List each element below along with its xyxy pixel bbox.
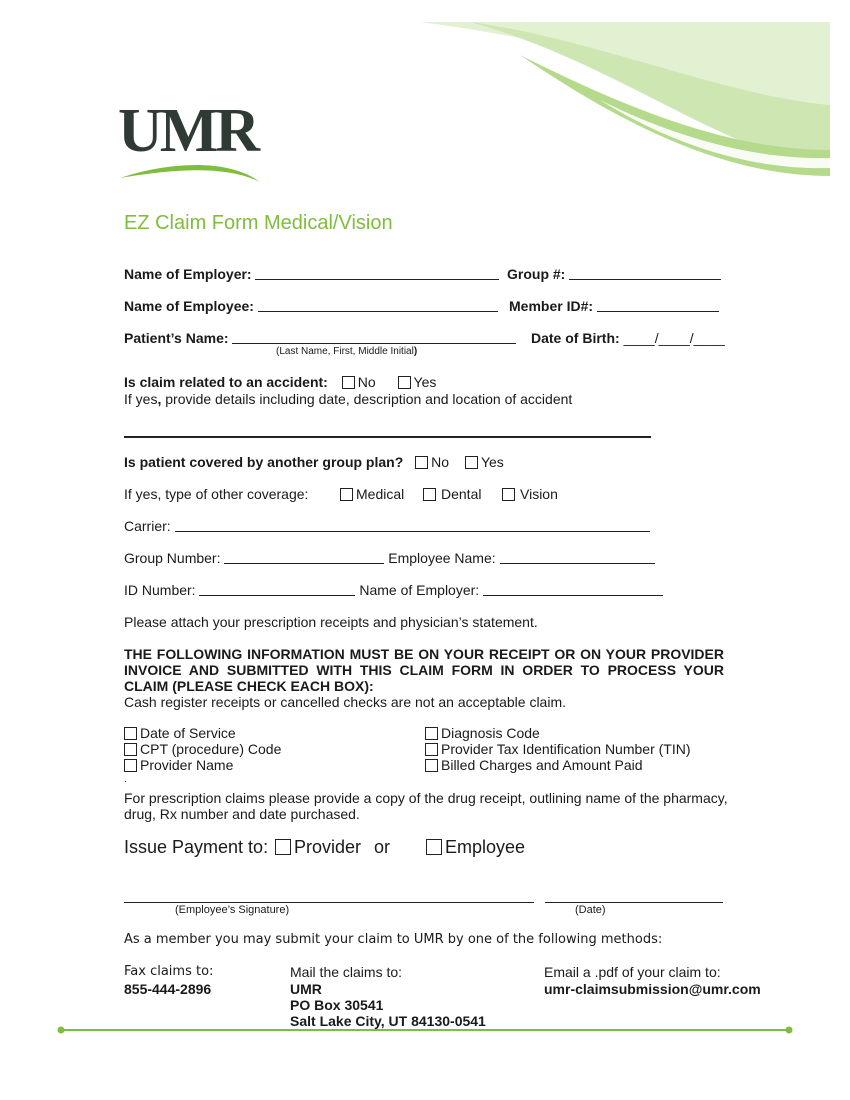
payment-label: Issue Payment to: (124, 837, 269, 857)
mail-label: Mail the claims to: (290, 964, 403, 980)
umr-logo (118, 97, 268, 185)
patient-hint (276, 346, 417, 357)
other-plan-question: Is patient covered by another group plan? (124, 454, 404, 470)
rx-note: For prescription claims please provide a copy of the drug receipt, outlining name of the pharmacy, drug, Rx number and date purchased. (124, 790, 728, 822)
other-plan-yes-label: Yes (480, 454, 504, 470)
fax-label: Fax claims to: (124, 964, 214, 979)
accident-details-note (124, 391, 572, 407)
req-provider-name (124, 757, 281, 773)
accident-row (124, 374, 436, 390)
payment-employee-label: Employee (445, 837, 526, 857)
req-billed-charges (425, 757, 691, 773)
accident-details-line[interactable] (124, 436, 651, 438)
coverage-vision-checkbox[interactable] (502, 488, 515, 501)
payment-provider-label: Provider (294, 837, 362, 857)
member-id-row (509, 298, 719, 314)
coverage-type-label: If yes, type of other coverage: (124, 486, 309, 502)
req-tin (425, 741, 691, 757)
req-billed-charges-label: Billed Charges and Amount Paid (441, 757, 643, 773)
req-date-of-service-checkbox[interactable] (124, 727, 137, 740)
other-employer-field[interactable] (483, 583, 663, 596)
employee-field[interactable] (258, 299, 498, 312)
coverage-medical (340, 486, 404, 502)
accident-details-post: provide details including date, description and location of accident (161, 391, 573, 407)
coverage-medical-checkbox[interactable] (340, 488, 353, 501)
req-tin-checkbox[interactable] (425, 743, 438, 756)
member-id-field[interactable] (597, 299, 719, 312)
id-number-label: ID Number: (124, 582, 196, 598)
other-plan-yes-checkbox[interactable] (465, 456, 478, 469)
coverage-medical-label: Medical (356, 486, 405, 502)
footer-rule (55, 1024, 795, 1036)
req-cpt-code (124, 741, 281, 757)
signature-line[interactable] (124, 902, 534, 903)
req-provider-name-checkbox[interactable] (124, 759, 137, 772)
requirements-note: Cash register receipts or cancelled checks are not an acceptable claim. (124, 694, 566, 710)
req-date-of-service (124, 725, 281, 741)
group-row (507, 266, 721, 282)
patient-field[interactable] (232, 331, 516, 344)
date-line[interactable] (545, 902, 723, 903)
form-title: EZ Claim Form Medical/Vision (124, 212, 393, 234)
group-number-label: Group Number: (124, 550, 221, 566)
employee-name-field[interactable] (500, 551, 655, 564)
coverage-dental-checkbox[interactable] (423, 488, 436, 501)
payment-or: or (374, 837, 391, 857)
req-date-of-service-label: Date of Service (140, 725, 236, 741)
req-billed-charges-checkbox[interactable] (425, 759, 438, 772)
payment-provider (275, 837, 361, 858)
accident-question: Is claim related to an accident: (124, 374, 328, 390)
req-cpt-code-label: CPT (procedure) Code (140, 741, 282, 757)
req-diagnosis-code (425, 725, 691, 741)
patient-row (124, 330, 516, 346)
logo-swoosh-icon (118, 154, 268, 186)
carrier-field[interactable] (175, 519, 650, 532)
id-number-field[interactable] (199, 583, 355, 596)
req-provider-name-label: Provider Name (140, 757, 234, 773)
payment-employee-checkbox[interactable] (426, 839, 442, 855)
patient-hint-text: (Last Name, First, Middle Initial (276, 346, 414, 357)
submit-intro: As a member you may submit your claim to UMR by one of the following methods: (124, 932, 663, 947)
patient-label: Patient’s Name: (124, 330, 229, 346)
date-label: (Date) (575, 904, 606, 916)
employee-label: Name of Employee: (124, 298, 254, 314)
other-employer-label: Name of Employer: (359, 582, 480, 598)
mail-city: Salt Lake City, UT 84130-0541 (290, 1013, 486, 1029)
group-number-field[interactable] (224, 551, 384, 564)
carrier-label: Carrier: (124, 518, 171, 534)
other-plan-row (124, 454, 504, 470)
dob-row (531, 330, 725, 346)
logo-text: UMR (118, 97, 258, 165)
req-cpt-code-checkbox[interactable] (124, 743, 137, 756)
accident-yes-checkbox[interactable] (398, 376, 411, 389)
accident-details-comma: , (157, 391, 162, 407)
accident-no-label: No (357, 374, 376, 390)
group-label: Group #: (507, 266, 566, 282)
email-address[interactable]: umr-claimsubmission@umr.com (544, 981, 761, 997)
payment-provider-checkbox[interactable] (275, 839, 291, 855)
group-field[interactable] (569, 267, 721, 280)
coverage-dental (423, 486, 481, 502)
requirements-right-list (425, 725, 691, 773)
req-diagnosis-code-label: Diagnosis Code (441, 725, 540, 741)
other-plan-no-checkbox[interactable] (415, 456, 428, 469)
fax-number[interactable]: 855-444-2896 (124, 981, 212, 997)
accident-details-pre: If yes (124, 391, 158, 407)
mail-name: UMR (290, 981, 322, 997)
req-tin-label: Provider Tax Identification Number (TIN) (441, 741, 691, 757)
employee-row (124, 298, 498, 314)
payment-employee (426, 837, 525, 858)
dob-field[interactable]: ____/____/____ (623, 330, 725, 346)
mail-address (290, 981, 486, 1029)
employer-label: Name of Employer: (124, 266, 252, 282)
id-number-row (124, 582, 663, 598)
mail-box: PO Box 30541 (290, 997, 384, 1013)
employer-field[interactable] (255, 267, 499, 280)
other-plan-no-label: No (431, 454, 450, 470)
signature-label: (Employee’s Signature) (175, 904, 290, 916)
coverage-vision (502, 486, 558, 502)
email-label: Email a .pdf of your claim to: (544, 964, 721, 980)
rx-dot: . (124, 774, 127, 785)
coverage-dental-label: Dental (441, 486, 482, 502)
req-diagnosis-code-checkbox[interactable] (425, 727, 438, 740)
group-number-row (124, 550, 655, 566)
member-id-label: Member ID#: (509, 298, 594, 314)
requirements-left-list (124, 725, 281, 773)
dob-label: Date of Birth: (531, 330, 620, 346)
patient-hint-close: ) (413, 346, 418, 357)
coverage-vision-label: Vision (520, 486, 558, 502)
requirements-heading: THE FOLLOWING INFORMATION MUST BE ON YOUR RECEIPT OR ON YOUR PROVIDER INVOICE AND SUBMITTED WITH THIS CLAIM FORM IN ORDER TO PROCESS YOUR CLAIM (PLEASE CHECK EACH BOX): (124, 646, 724, 694)
attach-note: Please attach your prescription receipts and physician’s statement. (124, 614, 538, 630)
carrier-row (124, 518, 650, 534)
employer-row (124, 266, 499, 282)
employee-name-label: Employee Name: (388, 550, 496, 566)
accident-yes-label: Yes (413, 374, 437, 390)
accident-no-checkbox[interactable] (342, 376, 355, 389)
